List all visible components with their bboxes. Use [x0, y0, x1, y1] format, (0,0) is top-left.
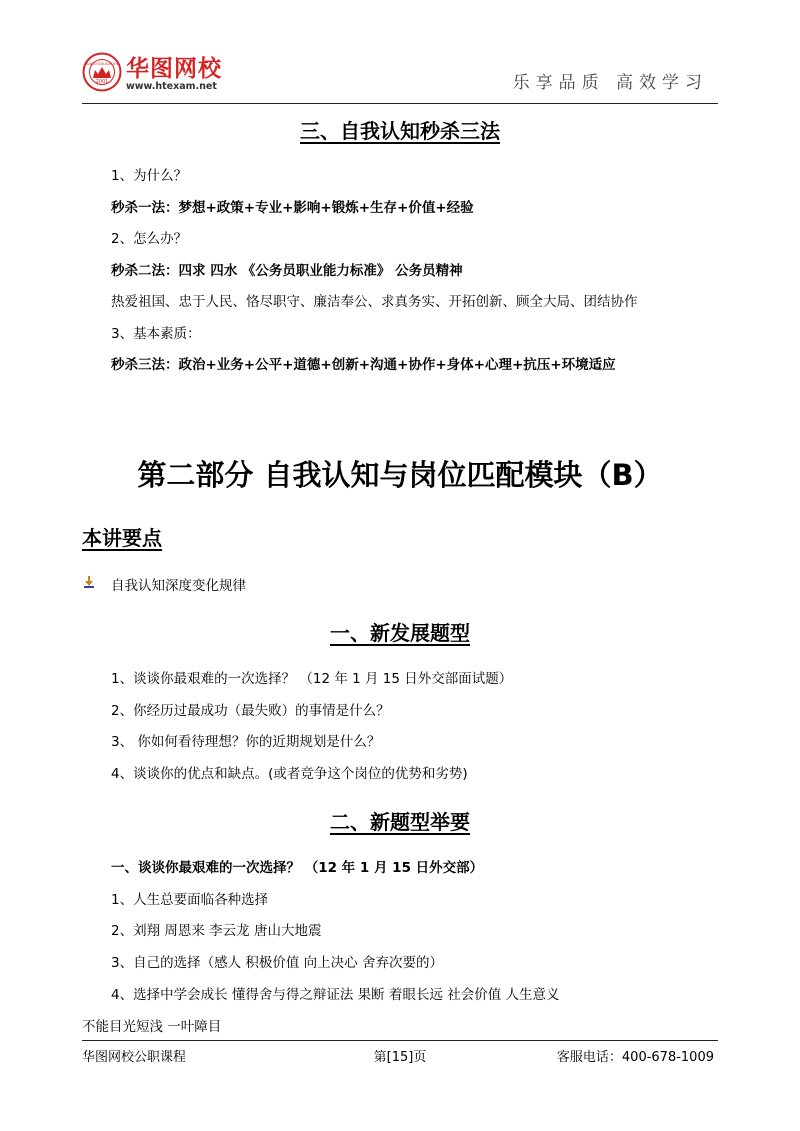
- new-types-item: 3、 你如何看待理想？你的近期规划是什么？: [111, 734, 381, 750]
- seal-text: HUATU EDUCATION: [84, 62, 120, 66]
- examples-item: 3、自己的选择（感人 积极价值 向上决心 舍弃次要的）: [111, 955, 443, 971]
- slogan: 乐享品质 高效学习: [512, 73, 708, 93]
- footer-course: 华图网校公职课程: [82, 1050, 187, 1065]
- section3-item: 秒杀二法：四求 四水 《公务员职业能力标准》 公务员精神: [111, 263, 463, 279]
- logo-seal-icon: [82, 52, 122, 92]
- section3-item: 1、为什么？: [111, 168, 188, 184]
- header-divider: [82, 103, 718, 104]
- part2-title: 第二部分 自我认知与岗位匹配模块（B）: [137, 458, 663, 492]
- section3-item: 热爱祖国、忠于人民、恪尽职守、廉洁奉公、求真务实、开拓创新、顾全大局、团结协作: [111, 294, 638, 310]
- page-number: 第[15]页: [373, 1050, 427, 1065]
- examples-item: 不能目光短浅 一叶障目: [82, 1019, 222, 1035]
- logo-name: 华图网校: [126, 56, 222, 82]
- examples-item: 4、选择中学会成长 懂得舍与得之辩证法 果断 着眼长远 社会价值 人生意义: [111, 987, 560, 1003]
- new-types-title: 一、新发展题型: [330, 621, 470, 645]
- seal-year: 2001: [95, 79, 109, 85]
- section3-item: 秒杀三法：政治+业务+公平+道德+创新+沟通+协作+身体+心理+抗压+环境适应: [111, 357, 616, 373]
- section3-title: 三、自我认知秒杀三法: [300, 119, 500, 143]
- new-types-item: 1、谈谈你最艰难的一次选择？ （12 年 1 月 15 日外交部面试题）: [111, 671, 513, 687]
- new-types-item: 2、你经历过最成功（最失败）的事情是什么？: [111, 703, 390, 719]
- section3-item: 2、怎么办？: [111, 231, 188, 247]
- examples-question: 一、谈谈你最艰难的一次选择？ （12 年 1 月 15 日外交部）: [111, 860, 484, 876]
- key-points-title: 本讲要点: [82, 526, 162, 550]
- examples-title: 二、新题型举要: [330, 810, 470, 834]
- logo: [82, 50, 232, 96]
- key-point-bullet: 自我认知深度变化规律: [111, 578, 246, 594]
- section3-item: 3、基本素质：: [111, 326, 201, 342]
- footer-phone: 客服电话：400-678-1009: [556, 1050, 714, 1065]
- footer-divider: [82, 1040, 718, 1041]
- bullet-arrow-icon: [84, 576, 94, 588]
- examples-item: 2、刘翔 周恩来 李云龙 唐山大地震: [111, 923, 322, 939]
- section3-item: 秒杀一法：梦想+政策+专业+影响+锻炼+生存+价值+经验: [111, 200, 474, 216]
- logo-url: www.htexam.net: [126, 81, 217, 92]
- new-types-item: 4、谈谈你的优点和缺点。(或者竞争这个岗位的优势和劣势): [111, 766, 468, 782]
- examples-item: 1、人生总要面临各种选择: [111, 892, 269, 908]
